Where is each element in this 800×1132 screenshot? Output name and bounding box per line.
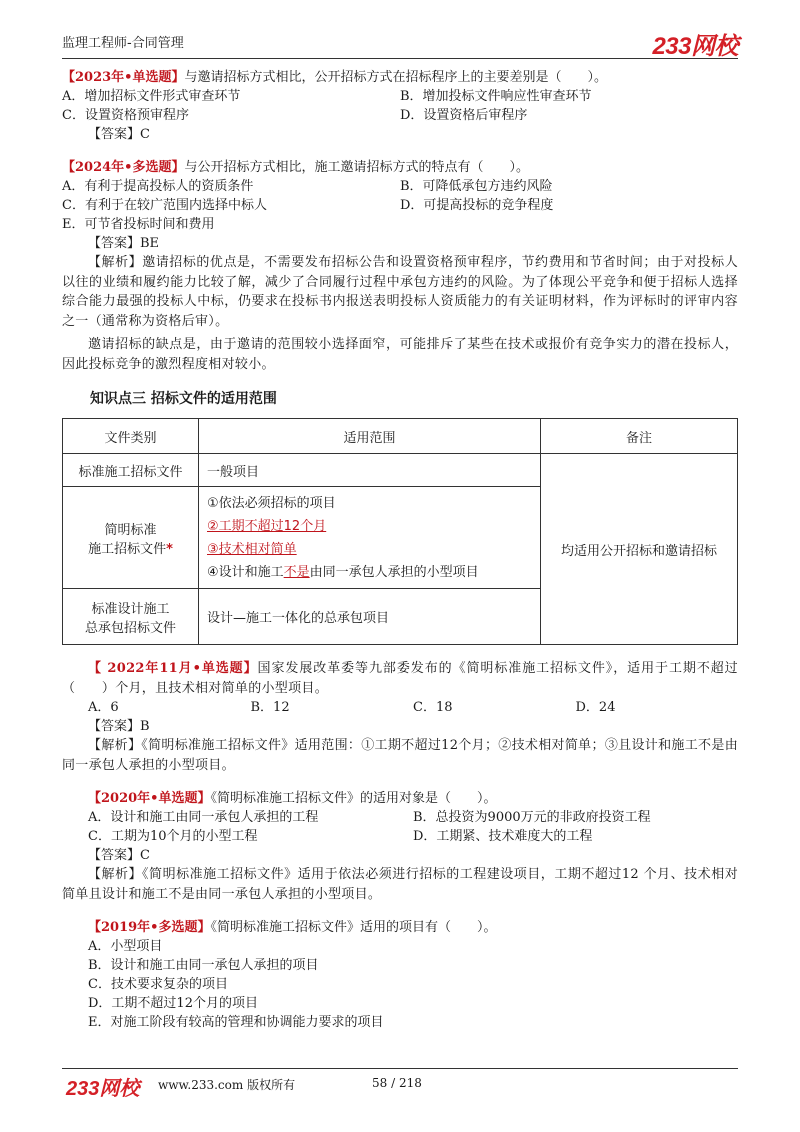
analysis-label: 【解析】	[88, 255, 143, 270]
header-note: 备注	[541, 419, 738, 454]
analysis-paragraph-2: 邀请招标的缺点是，由于邀请的范围较小选择面窄，可能排斥了某些在技术或报价有竞争实力的潜在投标人，因此投标竞争的激烈程度相对较小。	[62, 337, 738, 372]
header-divider	[62, 58, 738, 59]
option-a: A．设计和施工由同一承包人承担的工程	[88, 810, 319, 825]
footer-divider	[62, 1068, 738, 1069]
option-b: B．增加投标文件响应性审查环节	[400, 89, 592, 104]
answer: 【答案】C	[88, 127, 150, 142]
analysis-label: 【解析】	[88, 867, 143, 882]
question-2020-single	[62, 789, 738, 904]
question-2019-multi	[62, 918, 738, 1032]
answer: 【答案】B	[88, 719, 150, 734]
question-tag: 【 2022年11月•单选题】	[88, 661, 258, 676]
option-b: B．12	[250, 700, 290, 715]
option-b: B．设计和施工由同一承包人承担的项目	[88, 958, 319, 973]
question-tag: 【2024年•多选题】	[62, 160, 185, 175]
option-d: D．工期紧、技术难度大的工程	[413, 829, 593, 844]
analysis: 【解析】《简明标准施工招标文件》适用范围：①工期不超过12个月；②技术相对简单；③且设计和施工不是由同一承包人承担的小型项目。	[62, 738, 738, 773]
question-tag: 【2020年•单选题】	[88, 791, 211, 806]
scope-item-highlight: ②工期不超过12个月	[207, 518, 327, 534]
table-header-row	[63, 419, 738, 454]
scope-cell	[199, 487, 541, 589]
option-b: B．可降低承包方违约风险	[400, 179, 553, 194]
header-file-type: 文件类别	[63, 419, 199, 454]
option-a: A．增加招标文件形式审查环节	[62, 89, 241, 104]
option-b: B．总投资为9000万元的非政府投资工程	[413, 810, 651, 825]
question-tag: 【2023年•单选题】	[62, 70, 185, 85]
scope-item-highlight: ③技术相对简单	[207, 541, 297, 557]
question-tag: 【2019年•多选题】	[88, 920, 211, 935]
copyright-text: www.233.com 版权所有	[158, 1078, 296, 1092]
option-a: A．6	[88, 700, 119, 715]
scope-item: ①依法必须招标的项目	[207, 495, 336, 511]
option-a: A．小型项目	[88, 939, 163, 954]
question-stem: 与公开招标方式相比，施工邀请招标方式的特点有（ ）。	[184, 160, 530, 175]
page-header	[62, 26, 738, 60]
scope-table	[62, 418, 738, 645]
document-title: 监理工程师-合同管理	[62, 36, 184, 51]
section-title: 知识点三 招标文件的适用范围	[90, 391, 277, 407]
question-stem: 与邀请招标方式相比，公开招标方式在招标程序上的主要差别是（ ）。	[184, 70, 608, 85]
scope-item: ④设计和施工不是由同一承包人承担的小型项目	[207, 564, 479, 580]
key-star-mark: *	[166, 541, 173, 557]
table-row	[63, 454, 738, 487]
answer: 【答案】C	[88, 848, 150, 863]
question-stem: 《简明标准施工招标文件》的适用对象是（ ）。	[210, 791, 497, 806]
header-scope: 适用范围	[199, 419, 541, 454]
analysis: 【解析】《简明标准施工招标文件》适用于依法必须进行招标的工程建设项目，工期不超过12 个月、技术相对简单且设计和施工不是由同一承包人承担的小型项目。	[62, 867, 738, 902]
option-c: C．设置资格预审程序	[62, 108, 189, 123]
question-2023-single	[62, 68, 738, 144]
question-stem: 国家发展改革委等九部委发布的《简明标准施工招标文件》，适用于工期不超过（ ）个月，且技术相对简单的小型项目。	[62, 661, 738, 696]
option-d: D．可提高投标的竞争程度	[400, 198, 554, 213]
scope-cell: 设计—施工一体化的总承包项目	[199, 589, 541, 645]
option-c: C．技术要求复杂的项目	[88, 977, 228, 992]
note-cell: 均适用公开招标和邀请招标	[541, 454, 738, 645]
page-content	[62, 68, 738, 1032]
analysis-paragraph-1: 【解析】邀请招标的优点是，不需要发布招标公告和设置资格预审程序，节约费用和节省时间；由于对投标人以往的业绩和履约能力比较了解，减少了合同履行过程中承包方违约的风险。为了体现公平竞争和便于招标人选择综合能力最强的投标人中标，仍要求在投标书内报送表明投标人资质能力的有关证明材料，作为评标时的评审内容之一（通常称为资格后审）。	[62, 255, 738, 329]
page-footer	[62, 1072, 738, 1100]
option-d: D．设置资格后审程序	[400, 108, 528, 123]
option-c: C．有利于在较广范围内选择中标人	[62, 198, 267, 213]
file-type-cell: 标准施工招标文件	[63, 454, 199, 487]
footer-logo[interactable]: 233网校	[66, 1078, 140, 1100]
option-e: E．可节省投标时间和费用	[62, 217, 215, 232]
option-d: D．工期不超过12个月的项目	[88, 996, 258, 1011]
page-number: 58 / 218	[372, 1076, 422, 1090]
option-a: A．有利于提高投标人的资质条件	[62, 179, 254, 194]
option-e: E．对施工阶段有较高的管理和协调能力要求的项目	[88, 1015, 384, 1030]
file-type-cell: 简明标准 施工招标文件*	[63, 487, 199, 589]
analysis-label: 【解析】	[88, 738, 142, 753]
option-c: C．工期为10个月的小型工程	[88, 829, 258, 844]
option-d: D．24	[575, 700, 616, 715]
answer: 【答案】BE	[88, 236, 160, 251]
option-c: C．18	[413, 700, 453, 715]
file-type-cell: 标准设计施工 总承包招标文件	[63, 589, 199, 645]
question-2022-single	[62, 659, 738, 775]
scope-cell: 一般项目	[199, 454, 541, 487]
brand-logo[interactable]: 233网校	[652, 33, 738, 60]
question-stem: 《简明标准施工招标文件》适用的项目有（ ）。	[210, 920, 497, 935]
question-2024-multi	[62, 158, 738, 374]
